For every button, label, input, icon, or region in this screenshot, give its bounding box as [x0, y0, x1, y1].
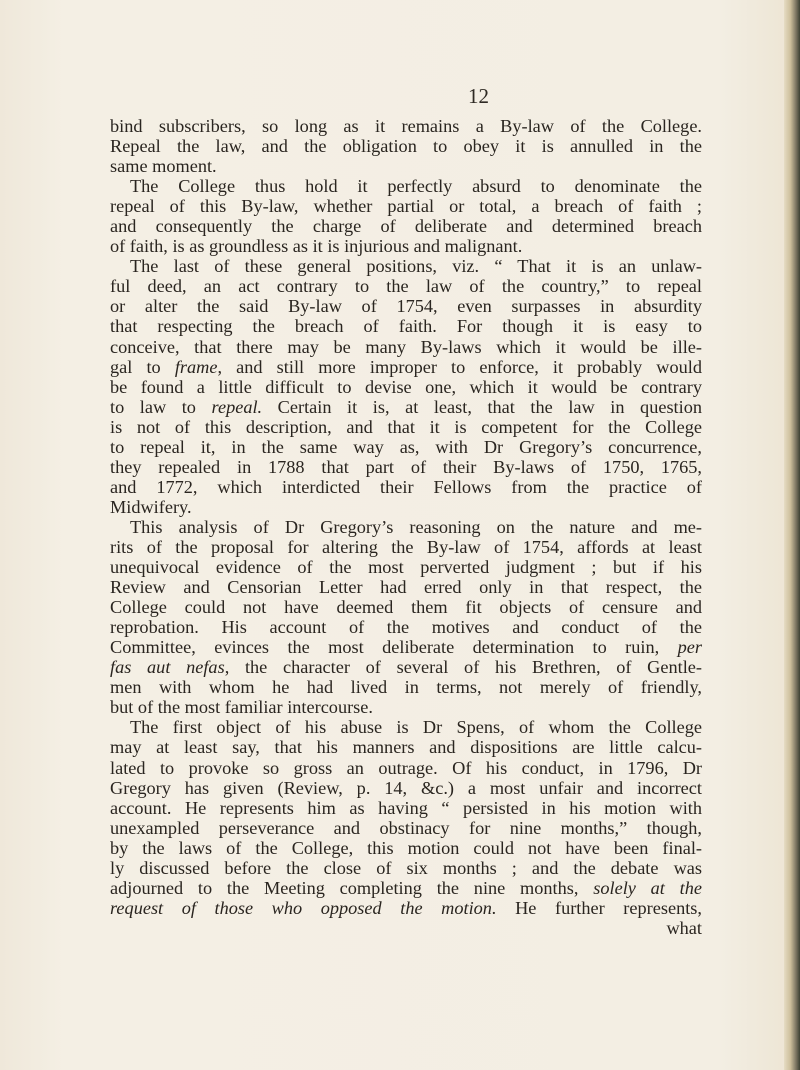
line-text: but of the most familiar intercourse.	[110, 697, 373, 718]
italic-text: request of those who opposed the motion.	[110, 897, 497, 918]
line-text: adjourned to the Meeting completing the nine months,	[110, 877, 594, 898]
text-line	[110, 497, 702, 517]
line-text: be found a little difficult to devise one, which it would be contrary	[110, 376, 702, 397]
line-text: unequivocal evidence of the most perverted judgment ; but if his	[110, 557, 702, 578]
line-text: to law to	[110, 396, 212, 417]
line-text: The last of these general positions, viz. “ That it is an unlaw-	[130, 256, 702, 277]
text-line	[110, 176, 702, 196]
text-line	[110, 357, 702, 377]
text-line	[110, 798, 702, 818]
text-line	[110, 657, 702, 677]
italic-text: fas aut nefas	[110, 657, 225, 678]
line-text: Repeal the law, and the obligation to obey it is annulled in the	[110, 136, 702, 157]
text-line	[110, 276, 702, 296]
line-text: and 1772, which interdicted their Fellows from the practice of	[110, 476, 702, 497]
line-text: ful deed, an act contrary to the law of the country,” to repeal	[110, 276, 702, 297]
text-line	[110, 296, 702, 316]
page-number: 12	[468, 84, 489, 108]
line-text: Committee, evinces the most deliberate determination to ruin,	[110, 637, 678, 658]
text-line	[110, 577, 702, 597]
line-text: or alter the said By-law of 1754, even surpasses in absurdity	[110, 296, 702, 317]
text-line	[110, 858, 702, 878]
text-line	[110, 196, 702, 216]
line-text: Midwifery.	[110, 496, 192, 517]
line-text: Gregory has given (Review, p. 14, &c.) a most unfair and incorrect	[110, 777, 702, 798]
text-line	[110, 778, 702, 798]
text-line	[110, 878, 702, 898]
text-line	[110, 737, 702, 757]
line-text: account. He represents him as having “ persisted in his motion with	[110, 797, 702, 818]
text-line	[110, 677, 702, 697]
line-text: bind subscribers, so long as it remains a By-law of the College.	[110, 116, 702, 136]
text-line	[110, 637, 702, 657]
text-line	[110, 136, 702, 156]
text-line	[110, 898, 702, 918]
line-text: men with whom he had lived in terms, not merely of friendly,	[110, 677, 702, 698]
italic-text: repeal.	[211, 396, 263, 417]
line-text: , the character of several of his Brethren, of Gentle-	[224, 657, 702, 678]
body-text	[110, 116, 702, 938]
text-line	[110, 818, 702, 838]
line-text: is not of this description, and that it is competent for the College	[110, 416, 702, 437]
italic-text: solely at the	[593, 877, 702, 898]
line-text: College could not have deemed them fit objects of censure and	[110, 597, 702, 618]
text-line	[110, 216, 702, 236]
line-text: same moment.	[110, 156, 217, 177]
text-line	[110, 477, 702, 497]
text-line	[110, 697, 702, 717]
line-text: of faith, is as groundless as it is injurious and malignant.	[110, 236, 523, 257]
text-line	[110, 617, 702, 637]
line-text: conceive, that there may be many By-laws which it would be ille-	[110, 336, 702, 357]
line-text: unexampled perseverance and obstinacy for nine months,” though,	[110, 817, 702, 838]
line-text: reprobation. His account of the motives and conduct of the	[110, 617, 702, 638]
text-line	[110, 517, 702, 537]
line-text: The first object of his abuse is Dr Spens, of whom the College	[130, 717, 702, 738]
text-line	[110, 116, 702, 136]
text-line	[110, 316, 702, 336]
text-line	[110, 597, 702, 617]
line-text: Review and Censorian Letter had erred only in that respect, the	[110, 577, 702, 598]
text-line	[110, 457, 702, 477]
italic-text: per	[677, 637, 702, 658]
line-text: repeal of this By-law, whether partial or total, a breach of faith ;	[110, 196, 702, 217]
line-text: ly discussed before the close of six months ; and the debate was	[110, 857, 702, 878]
line-text: and consequently the charge of deliberate and determined breach	[110, 216, 702, 237]
text-line	[110, 537, 702, 557]
text-line	[110, 156, 702, 176]
line-text: they repealed in 1788 that part of their By-laws of 1750, 1765,	[110, 456, 702, 477]
text-line	[110, 838, 702, 858]
text-line	[110, 717, 702, 737]
page-edge-shadow	[784, 0, 800, 1070]
line-text: may at least say, that his manners and dispositions are little calcu-	[110, 737, 702, 758]
text-line	[110, 758, 702, 778]
line-text: rits of the proposal for altering the By-law of 1754, affords at least	[110, 536, 702, 557]
text-line	[110, 417, 702, 437]
line-text: that respecting the breach of faith. For though it is easy to	[110, 316, 702, 337]
line-text: , and still more improper to enforce, it probably would	[217, 356, 702, 377]
italic-text: frame	[174, 356, 218, 377]
line-text: He further represents,	[496, 897, 702, 918]
line-text: This analysis of Dr Gregory’s reasoning on the nature and me-	[130, 516, 702, 537]
catchword	[110, 918, 702, 938]
text-line	[110, 377, 702, 397]
line-text: by the laws of the College, this motion could not have been final-	[110, 837, 702, 858]
line-text: to repeal it, in the same way as, with Dr Gregory’s concurrence,	[110, 436, 702, 457]
text-line	[110, 437, 702, 457]
text-line	[110, 337, 702, 357]
text-line	[110, 236, 702, 256]
line-text: The College thus hold it perfectly absurd to denominate the	[130, 176, 702, 197]
text-line	[110, 557, 702, 577]
line-text: gal to	[110, 356, 175, 377]
text-line	[110, 397, 702, 417]
line-text: what	[666, 917, 702, 938]
line-text: lated to provoke so gross an outrage. Of his conduct, in 1796, Dr	[110, 757, 702, 778]
text-line	[110, 256, 702, 276]
line-text: Certain it is, at least, that the law in question	[262, 396, 703, 417]
